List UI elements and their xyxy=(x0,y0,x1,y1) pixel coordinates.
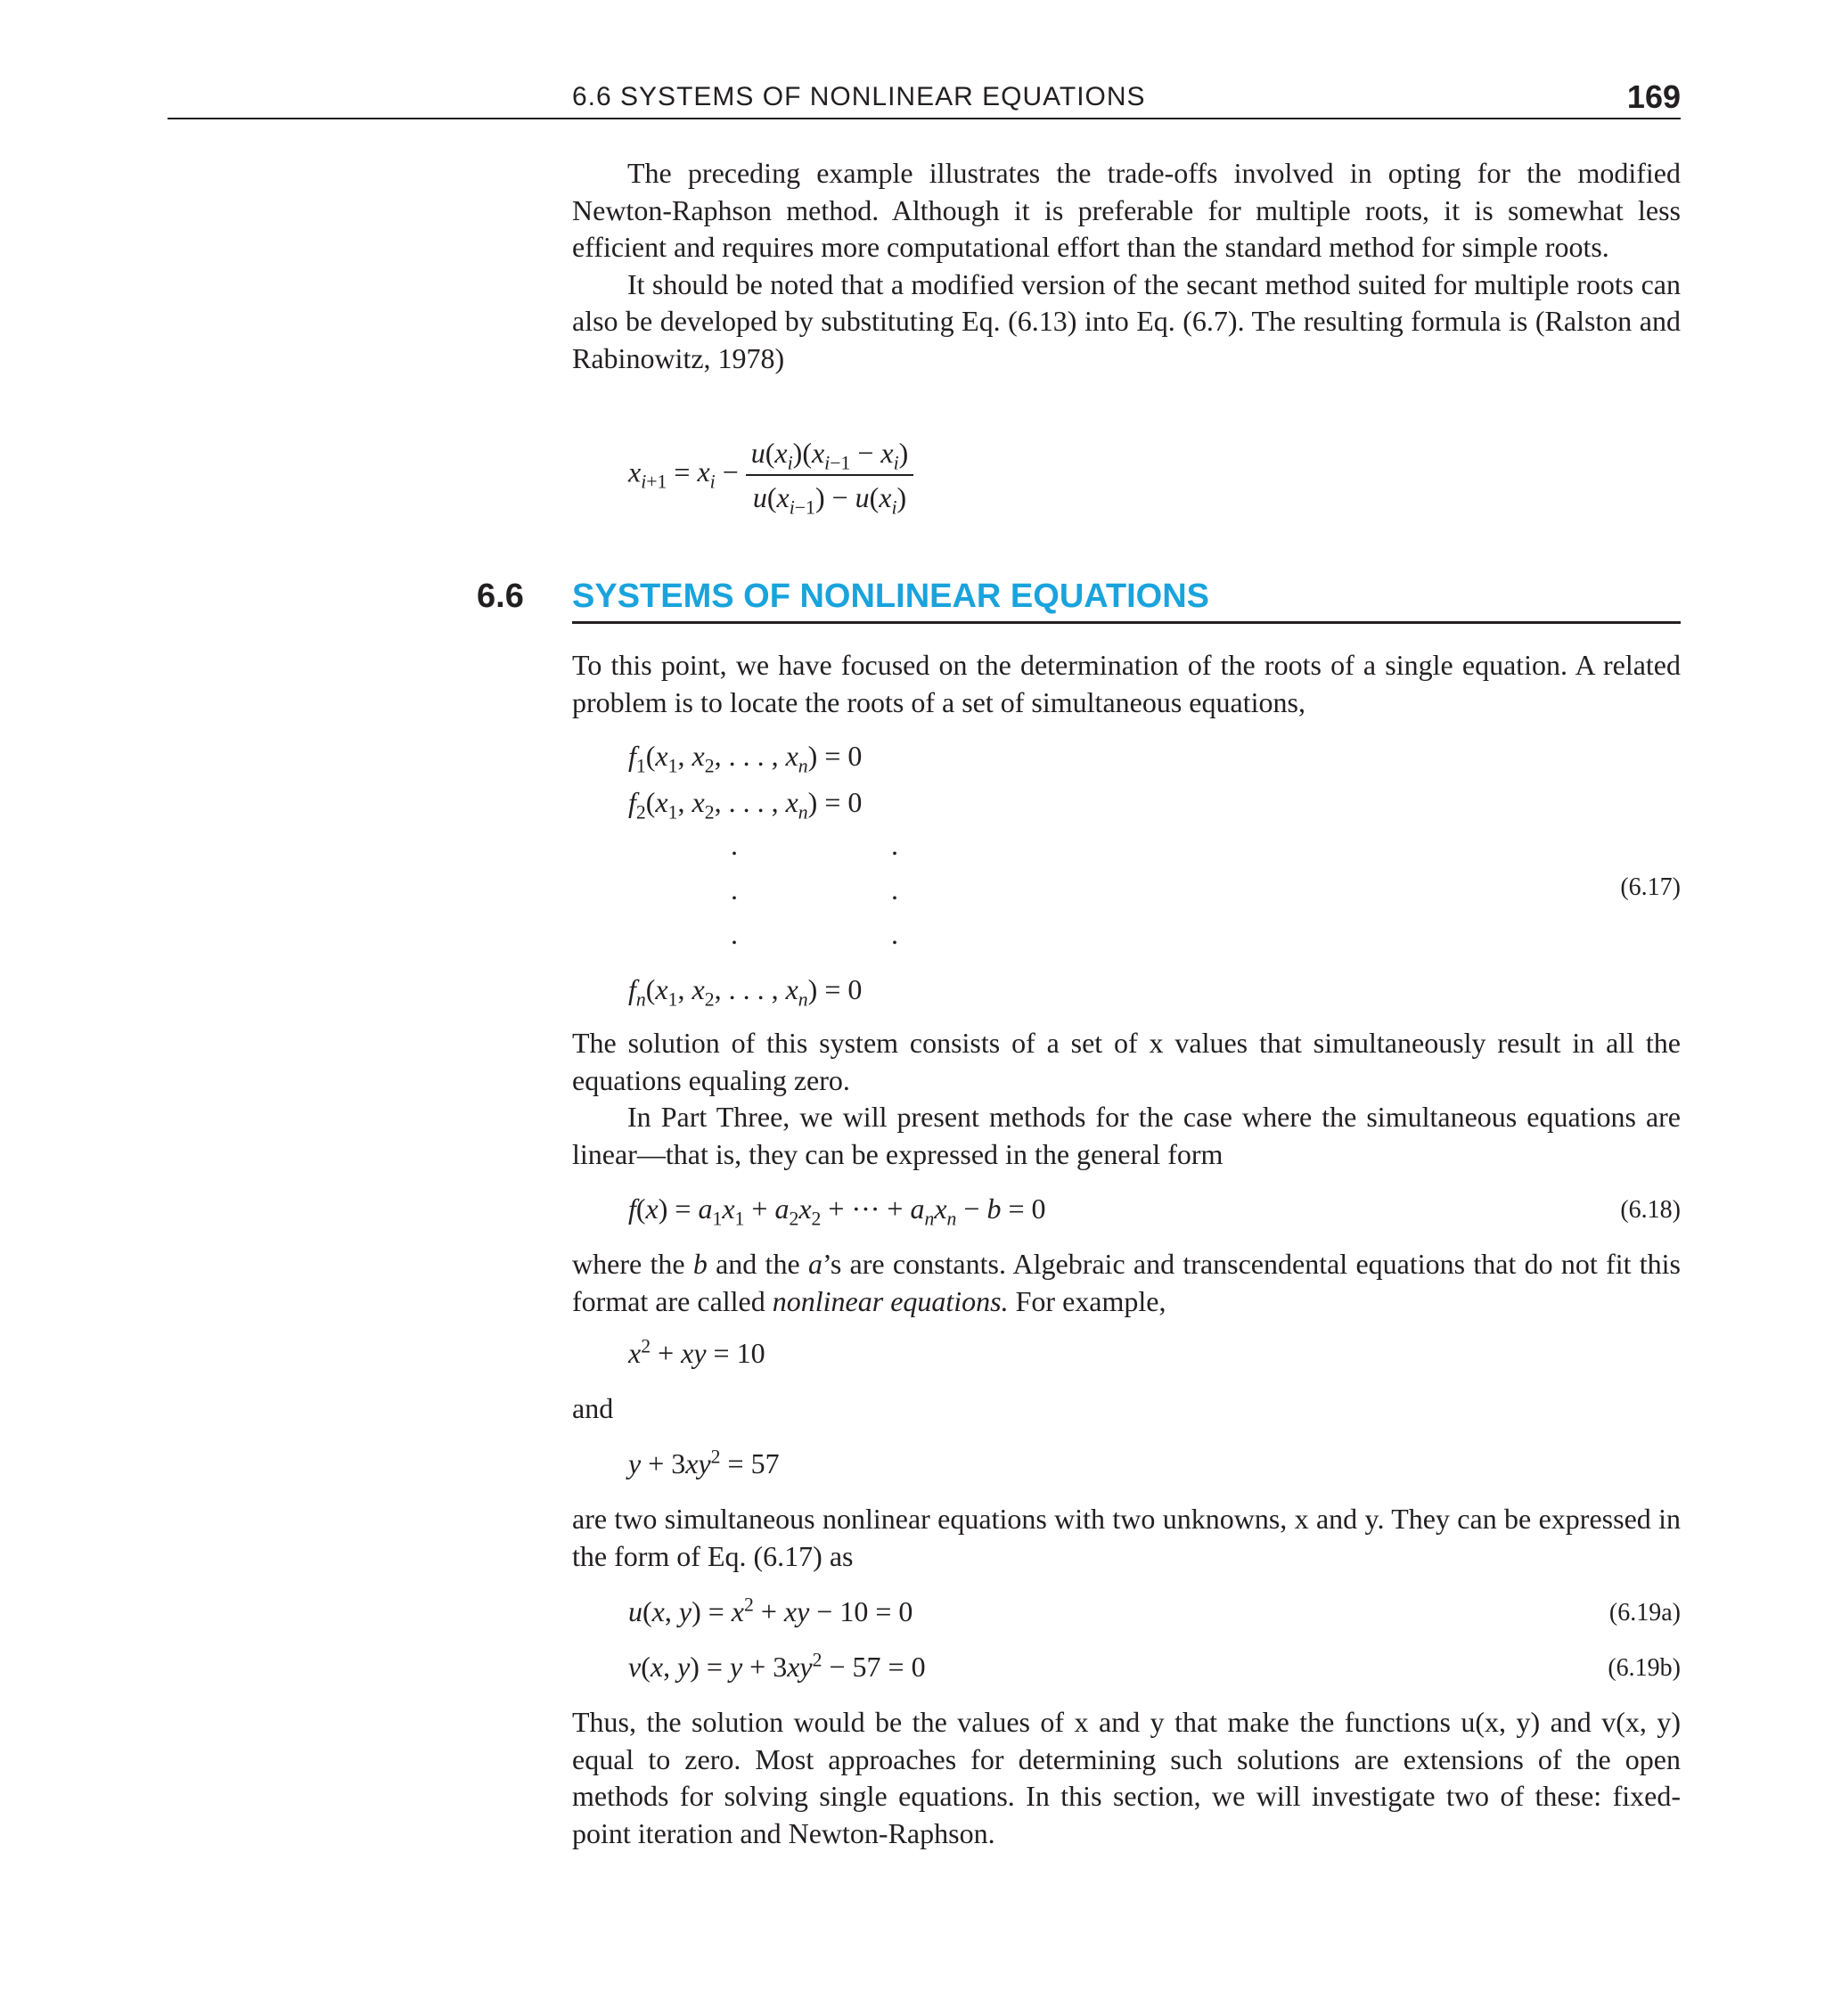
text-run: a xyxy=(807,1248,822,1280)
modified-secant-formula: $x_{i+1} = x_i$ − $\frac{u(x_i)(x_{i-1} - x_i)}{u(x_{i-1}) - u(x_i)}$ xyxy=(628,435,913,515)
equation-v: v(x, $y) = y + 3xy^2 - 57 = 0$ xyxy=(628,1649,926,1683)
intro-paragraph-1: The preceding example illustrates the trade-offs involved in opting for the modified Newton-Raphson method. Although it is preferable for multiple roots, it is somewhat less efficient and requires more computational effort than the standard method for simple roots. xyxy=(572,157,1681,263)
paragraph-7: are two simultaneous nonlinear equations with two unknowns, x and y. They can be expressed in the form of Eq. (6.17) as xyxy=(572,1503,1681,1572)
body-block-5 xyxy=(572,1704,1681,1852)
section-title: SYSTEMS OF NONLINEAR EQUATIONS xyxy=(572,578,1681,624)
paragraph-4: The solution of this system consists of a set of x values that simultaneously result in all the equations equaling zero. xyxy=(572,1027,1681,1096)
ellipsis-dot: . xyxy=(891,918,898,950)
and-text: and xyxy=(572,1392,614,1424)
body-block-2 xyxy=(572,1025,1681,1173)
text-run: and the xyxy=(707,1248,808,1280)
text-run: For example, xyxy=(1008,1284,1166,1317)
intro-block xyxy=(572,155,1681,377)
text-run: where the xyxy=(572,1248,693,1280)
running-title: 6.6 SYSTEMS OF NONLINEAR EQUATIONS xyxy=(572,82,1146,111)
and-line xyxy=(572,1390,1681,1428)
text-run: ’s are constants. Algebraic and transcendental equations that do not fit this format are called xyxy=(572,1248,1682,1317)
page-number: 169 xyxy=(1626,78,1681,115)
system-eq-f1: $f_1(x_1$, $x_2$, . . . , $x_n) = 0$ xyxy=(628,740,863,777)
body-block-4 xyxy=(572,1501,1681,1575)
paragraph-6 xyxy=(572,1246,1681,1320)
equation-number-6-19a: (6.19a) xyxy=(1608,1599,1681,1627)
ellipsis-dot: . xyxy=(731,873,738,906)
system-eq-fn: $f_n(x_1$, $x_2$, . . . , $x_n) = 0$ xyxy=(628,973,863,1011)
paragraph-8: Thus, the solution would be the values of x and y that make the functions u(x, y) and v(x, y) equal to zero. Most approaches for determining such solutions are extensions of the open methods for solving single equations. In this section, we will investigate two of these: fixed-point iteration and Newton-Raphson. xyxy=(572,1706,1681,1849)
ellipsis-dot: . xyxy=(891,873,898,906)
running-head xyxy=(168,78,1681,119)
intro-paragraph-2: It should be noted that a modified version of the secant method suited for multiple roots can also be developed by substituting Eq. (6.13) into Eq. (6.7). The resulting formula is (Ralston and Rabinowitz, 1978) xyxy=(572,267,1681,374)
paragraph-3: To this point, we have focused on the determination of the roots of a single equation. A related problem is to locate the roots of a set of simultaneous equations, xyxy=(572,649,1681,718)
paragraph-5: In Part Three, we will present methods for the case where the simultaneous equations are linear—that is, they can be expressed in the general form xyxy=(572,1101,1681,1170)
ellipsis-dot: . xyxy=(731,829,738,861)
section-number: 6.6 xyxy=(477,578,524,615)
ellipsis-dot: . xyxy=(891,829,898,861)
text-run: b xyxy=(692,1248,708,1280)
equation-u: u(x, $y) = x^2$ + xy − 10 = 0 xyxy=(628,1594,913,1627)
example-eq-1: $x^2$ + xy = 10 xyxy=(628,1335,765,1369)
linear-general-form: $f(x) = a_1x_1 + a_2x_2$ + ··· + $a_nx_n - b = 0$ xyxy=(628,1192,1046,1230)
text-run: nonlinear equations. xyxy=(772,1284,1009,1317)
body-block-3 xyxy=(572,1246,1681,1320)
example-eq-2: $y + 3xy^2 = 57$ xyxy=(628,1446,780,1479)
ellipsis-dot: . xyxy=(731,918,738,950)
equation-number-6-17: (6.17) xyxy=(1620,873,1681,901)
body-block-1 xyxy=(572,647,1681,721)
equation-number-6-19b: (6.19b) xyxy=(1608,1654,1681,1682)
equation-number-6-18: (6.18) xyxy=(1620,1196,1681,1224)
system-eq-f2: $f_2(x_1$, $x_2$, . . . , $x_n) = 0$ xyxy=(628,786,863,824)
fraction: $\frac{u(x_i)(x_{i-1} - x_i)}{u(x_{i-1}) - u(x_i)}$ xyxy=(746,435,914,515)
